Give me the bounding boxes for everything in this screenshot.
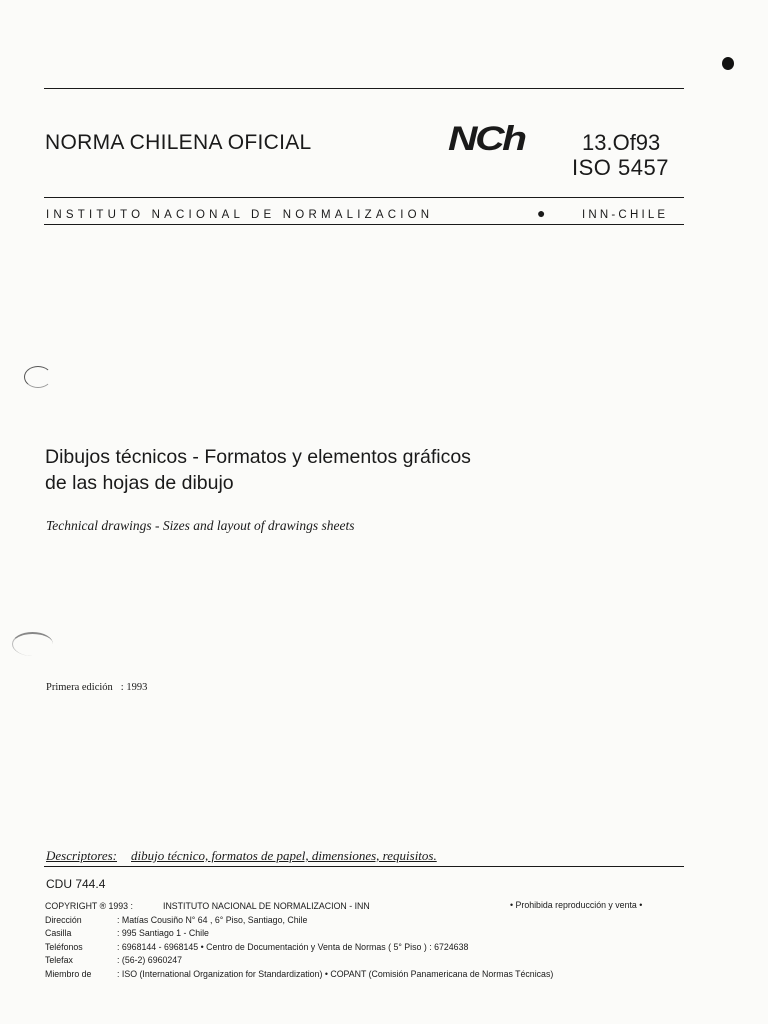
footer-row-value: : 995 Santiago 1 - Chile: [117, 928, 209, 938]
copyright-label: COPYRIGHT ® 1993 :: [45, 901, 133, 911]
footer-row-label: Casilla: [45, 928, 72, 938]
footer-row: [45, 941, 695, 955]
footer-row-label: Teléfonos: [45, 941, 83, 952]
edition-label: Primera edición: [46, 682, 113, 693]
nch-logo: NCh: [448, 120, 525, 158]
institute-short: INN-CHILE: [582, 209, 669, 221]
footer-row-label: Miembro de: [45, 968, 92, 979]
document-title: [45, 444, 665, 496]
descriptors: [46, 848, 437, 864]
punch-hole-mark: [12, 632, 53, 656]
iso-number: ISO 5457: [572, 155, 669, 180]
english-title: Technical drawings - Sizes and layout of drawings sheets: [46, 518, 355, 533]
edition: [46, 682, 147, 693]
footer-row: [45, 927, 695, 941]
title-line-1: Dibujos técnicos - Formatos y elementos gráficos: [45, 446, 471, 468]
institute-name: INSTITUTO NACIONAL DE NORMALIZACION: [46, 209, 434, 221]
top-rule: [44, 88, 684, 89]
descriptors-label: Descriptores:: [46, 848, 118, 863]
standard-number: 13.Of93: [582, 130, 661, 155]
norma-label: NORMA CHILENA OFICIAL: [45, 131, 312, 154]
footer-row-value: : ISO (International Organization for Standardization) • COPANT (Comisión Panamericana de Normas Técnicas): [117, 968, 554, 979]
header-rule: [44, 197, 684, 198]
footer-row-value: : (56-2) 6960247: [117, 955, 183, 965]
institute-rule: [44, 224, 684, 225]
ink-blot: [722, 57, 734, 70]
footer-row: [45, 968, 695, 982]
edition-value: : 1993: [120, 682, 148, 693]
punch-hole-mark: [24, 366, 52, 388]
footer-row: [45, 954, 695, 968]
footer-row-value: : Matías Cousiño N° 64 , 6° Piso, Santiago, Chile: [117, 914, 308, 925]
copyright-value: INSTITUTO NACIONAL DE NORMALIZACION - INN: [163, 901, 370, 911]
title-line-2: de las hojas de dibujo: [45, 472, 234, 494]
footer-row-label: Telefax: [45, 955, 73, 965]
prohibida-notice: • Prohibida reproducción y venta •: [510, 900, 643, 910]
footer-info: [45, 900, 695, 981]
bullet-icon: ●: [537, 205, 546, 221]
footer-row-label: Dirección: [45, 914, 82, 925]
cdu-code: CDU 744.4: [46, 877, 106, 891]
footer-row: [45, 914, 695, 928]
descriptors-rule: [44, 866, 684, 867]
footer-row-value: : 6968144 - 6968145 • Centro de Documentación y Venta de Normas ( 5° Piso ) : 6724638: [117, 941, 469, 952]
descriptors-value: dibujo técnico, formatos de papel, dimensiones, requisitos.: [131, 848, 437, 863]
